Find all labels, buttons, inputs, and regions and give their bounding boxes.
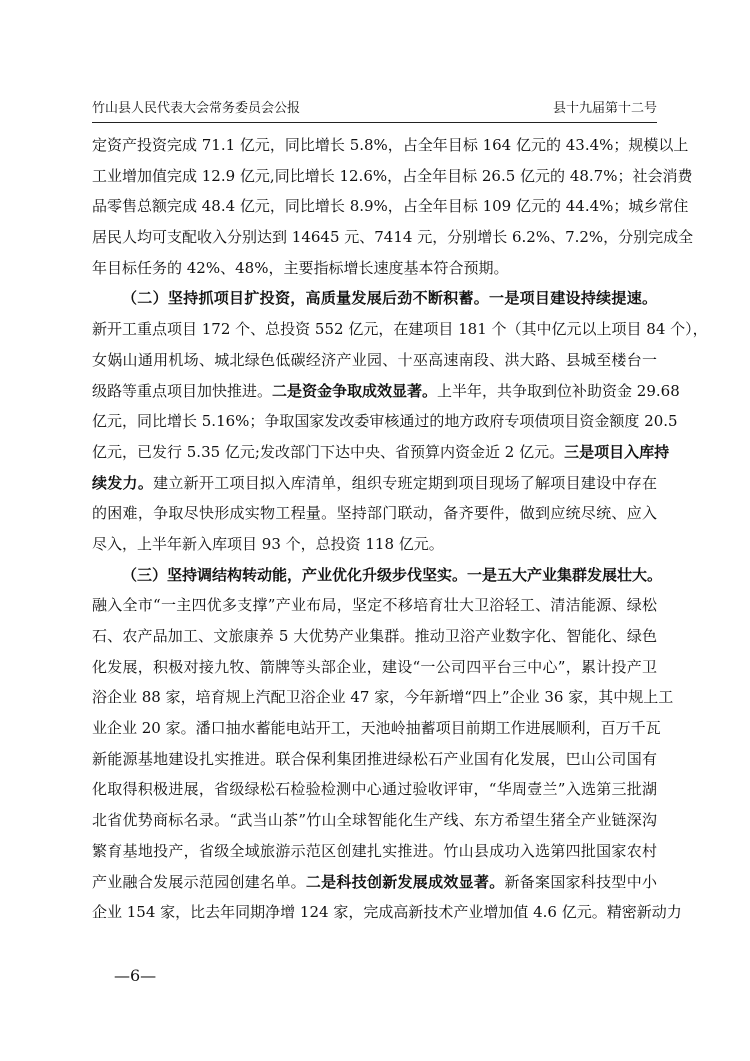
section-heading: （三）坚持调结构转动能，产业优化升级步伐坚实。一是五大产业集群发展壮大。 bbox=[122, 565, 663, 584]
text-line: 居民人均可支配收入分别达到 14645 元、7414 元，分别增长 6.2%、7.2%，分别完成全 bbox=[92, 228, 694, 247]
text-line: 亿元，同比增长 5.16%；争取国家发改委审核通过的地方政府专项债项目资金额度 20.5 bbox=[92, 412, 678, 431]
section-heading: （二）坚持抓项目扩投资，高质量发展后劲不断积蓄。一是项目建设持续提速。 bbox=[122, 289, 657, 308]
publication-title: 竹山县人民代表大会常务委员会公报 bbox=[92, 101, 301, 116]
bold-run: 二是资金争取成效显著。 bbox=[272, 381, 438, 400]
text-line: 工业增加值完成 12.9 亿元,同比增长 12.6%，占全年目标 26.5 亿元的 48.7%；社会消费 bbox=[92, 166, 693, 185]
text-run: 级路等重点项目加快推进。 bbox=[92, 381, 273, 400]
text-line: 融入全市“一主四优多支撑”产业布局，坚定不移培育壮大卫浴轻工、清洁能源、绿松 bbox=[92, 596, 657, 615]
text-line: 新开工重点项目 172 个、总投资 552 亿元，在建项目 181 个（其中亿元以上项目 84 个）， bbox=[92, 320, 708, 339]
text-run: 亿元，已发行 5.35 亿元;发改部门下达中央、省预算内资金近 2 亿元。 bbox=[92, 442, 565, 461]
text-line: 化取得积极进展，省级绿松石检验检测中心通过验收评审，“华周壹兰”入选第三批湖 bbox=[92, 780, 657, 799]
text-run: 产业融合发展示范园创建名单。 bbox=[92, 872, 306, 891]
text-line: 新能源基地建设扎实推进。联合保利集团推进绿松石产业国有化发展，巴山公司国有 bbox=[92, 749, 657, 768]
text-line: 北省优势商标名录。“武当山茶”竹山全球智能化生产线、东方希望生猪全产业链深沟 bbox=[92, 811, 657, 830]
document-body bbox=[92, 130, 708, 928]
bold-run: 二是科技创新发展成效显著。 bbox=[305, 872, 505, 891]
text-line: 化发展，积极对接九牧、箭牌等头部企业，建设“一公司四平台三中心”，累计投产卫 bbox=[92, 657, 657, 676]
bold-run: 三是项目入库持 bbox=[564, 442, 670, 461]
text-line: 年目标任务的 42%、48%，主要指标增长速度基本符合预期。 bbox=[92, 258, 509, 277]
text-run: 建立新开工项目拟入库清单，组织专班定期到项目现场了解项目建设中存在 bbox=[153, 473, 657, 492]
page-number: —6— bbox=[114, 966, 157, 985]
text-line bbox=[92, 468, 657, 499]
text-line: 业企业 20 家。潘口抽水蓄能电站开工，天池岭抽蓄项目前期工作进展顺利，百万千瓦 bbox=[92, 719, 661, 738]
text-line: 浴企业 88 家，培育规上汽配卫浴企业 47 家，今年新增“四上”企业 36 家，其中规上工 bbox=[92, 688, 674, 707]
text-line: 女娲山通用机场、城北绿色低碳经济产业园、十巫高速南段、洪大路、县城至楼台一 bbox=[92, 350, 657, 369]
text-line bbox=[92, 376, 680, 407]
text-line: 繁育基地投产，省级全域旅游示范区创建扎实推进。竹山县成功入选第四批国家农村 bbox=[92, 841, 657, 860]
text-line bbox=[92, 867, 657, 898]
text-line: 企业 154 家，比去年同期净增 124 家，完成高新技术产业增加值 4.6 亿元。精密新动力 bbox=[92, 903, 682, 922]
text-run: 新备案国家科技型中小 bbox=[504, 872, 657, 891]
text-line: 的困难，争取尽快形成实物工程量。坚持部门联动，备齐要件，做到应统尽统、应入 bbox=[92, 504, 657, 523]
bold-run: 续发力。 bbox=[92, 473, 154, 492]
text-line: 石、农产品加工、文旅康养 5 大优势产业集群。推动卫浴产业数字化、智能化、绿色 bbox=[92, 627, 657, 645]
text-run: 上半年，共争取到位补助资金 29.68 bbox=[437, 381, 680, 400]
text-line: 定资产投资完成 71.1 亿元，同比增长 5.8%，占全年目标 164 亿元的 43.4%；规模以上 bbox=[92, 136, 689, 154]
text-line: 尽入，上半年新入库项目 93 个，总投资 118 亿元。 bbox=[92, 534, 444, 553]
text-line: 品零售总额完成 48.4 亿元，同比增长 8.9%，占全年目标 109 亿元的 44.4%；城乡常住 bbox=[92, 197, 689, 216]
header-rule bbox=[92, 122, 657, 123]
issue-number: 县十九届第十二号 bbox=[552, 101, 657, 116]
text-line bbox=[92, 437, 670, 468]
